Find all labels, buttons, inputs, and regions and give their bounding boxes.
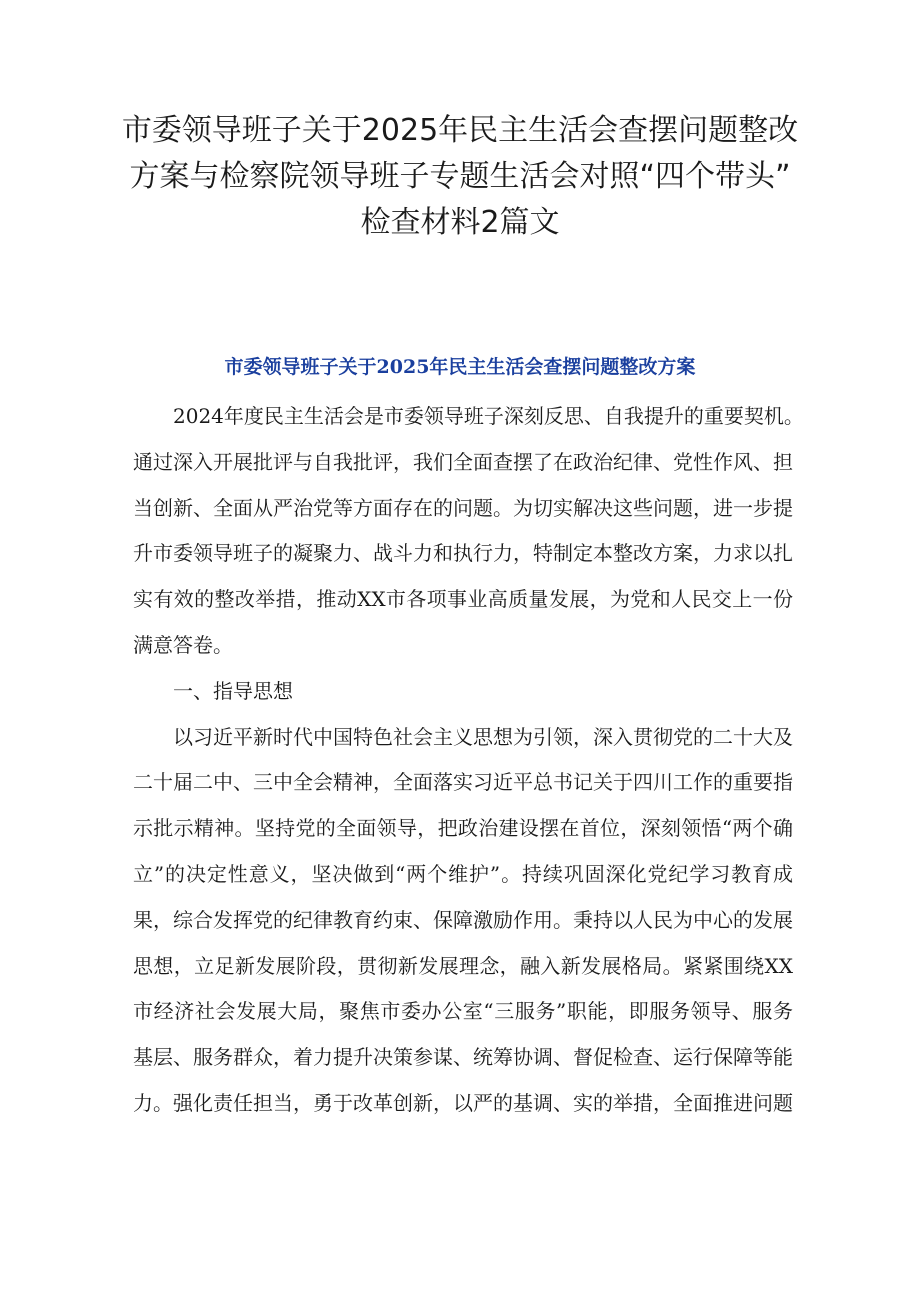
text-line: 立”的决定性意义，坚决做到“两个维护”。持续巩固深化党纪学习教育成	[133, 861, 793, 886]
text-line: 示批示精神。坚持党的全面领导，把政治建设摆在首位，深刻领悟“两个确	[133, 816, 793, 841]
title-line-2: 方案与检察院领导班子专题生活会对照“四个带头”	[129, 159, 791, 194]
title-line-1: 市委领导班子关于2025年民主生活会查摆问题整改	[121, 113, 799, 148]
text-line: 2024年度民主生活会是市委领导班子深刻反思、自我提升的重要契机。	[133, 404, 804, 428]
document-title	[120, 108, 800, 246]
guiding-paragraph	[133, 715, 793, 1127]
text-line: 力。强化责任担当，勇于改革创新，以严的基调、实的举措，全面推进问题	[133, 1090, 793, 1115]
section-title: 市委领导班子关于2025年民主生活会查摆问题整改方案	[224, 356, 696, 378]
intro-paragraph	[133, 394, 804, 669]
text-line: 通过深入开展批评与自我批评，我们全面查摆了在政治纪律、党性作风、担	[133, 449, 793, 474]
text-line: 基层、服务群众，着力提升决策参谋、统筹协调、督促检查、运行保障等能	[133, 1045, 793, 1070]
text-line: 升市委领导班子的凝聚力、战斗力和执行力，特制定本整改方案，力求以扎	[133, 541, 793, 566]
text-line: 果，综合发挥党的纪律教育约束、保障激励作用。秉持以人民为中心的发展	[133, 907, 793, 932]
document-body	[133, 394, 804, 1127]
text-line: 实有效的整改举措，推动XX市各项事业高质量发展，为党和人民交上一份	[133, 587, 793, 612]
text-line: 二十届二中、三中全会精神，全面落实习近平总书记关于四川工作的重要指	[133, 770, 793, 795]
text-line: 当创新、全面从严治党等方面存在的问题。为切实解决这些问题，进一步提	[133, 495, 793, 520]
text-line: 思想，立足新发展阶段，贯彻新发展理念，融入新发展格局。紧紧围绕XX	[133, 953, 793, 978]
text-line: 满意答卷。	[133, 632, 233, 657]
title-line-3: 检查材料2篇文	[360, 205, 560, 240]
text-line: 市经济社会发展大局，聚焦市委办公室“三服务”职能，即服务领导、服务	[133, 999, 793, 1024]
section-heading-guiding-thought: 一、指导思想	[173, 678, 293, 703]
text-line: 以习近平新时代中国特色社会主义思想为引领，深入贯彻党的二十大及	[133, 724, 793, 749]
